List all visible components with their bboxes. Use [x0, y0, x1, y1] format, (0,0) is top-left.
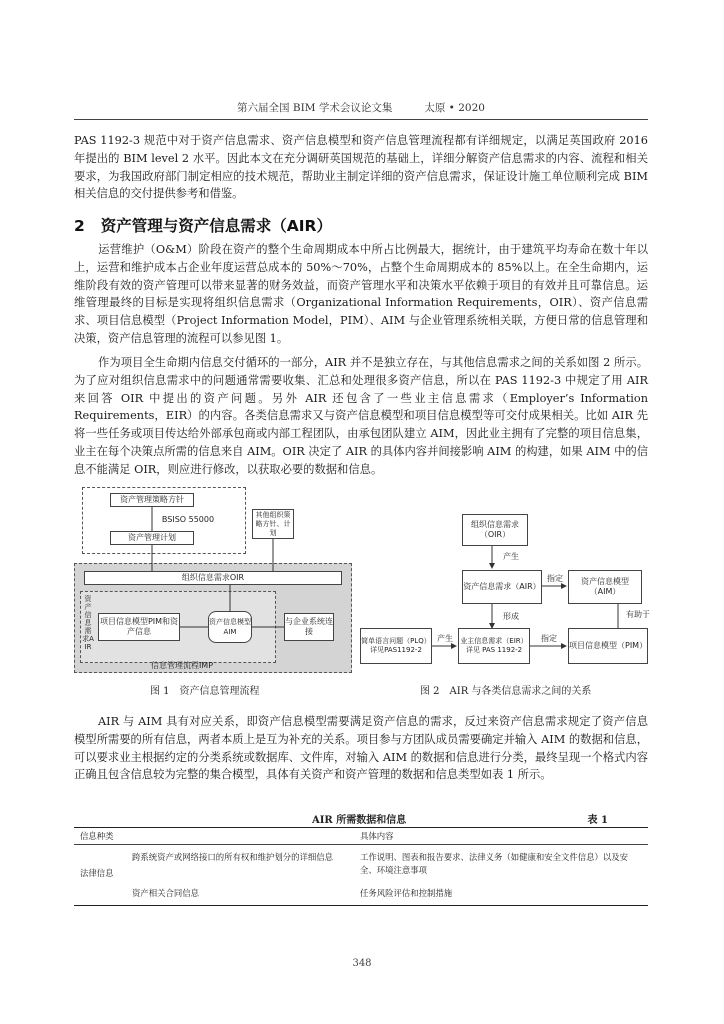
conference-title: 第六届全国 BIM 学术会议论文集 — [237, 102, 393, 114]
cell-r1-right: 工作说明、图表和报告要求、法律义务（如健康和安全文件信息）以及安全、环境注意事项 — [360, 852, 628, 875]
table-title: AIR 所需数据和信息 — [312, 815, 407, 826]
aim-box: 资产信息模型AIM — [208, 611, 252, 643]
strategy-box: 资产管理策略方针 — [110, 493, 194, 507]
plan-box: 资产管理计划 — [110, 531, 194, 545]
figure-1 — [74, 487, 352, 673]
header-content: 具体内容 — [360, 831, 394, 841]
page-number: 348 — [352, 958, 372, 969]
figure-2 — [356, 500, 656, 672]
paragraph-3 — [74, 713, 648, 784]
paragraph-3-text: AIR 与 AIM 具有对应关系，即资产信息模型需要满足资产信息的需求，反过来资产信息需求规定了资产信息模型所需要的所有信息，两者本质上是互为补充的关系。项目参与方团队成员需要确定并输入 AIM 的数据和信息，可以要求业主根据约定的分类系统或数据库、文件库，对输入 AIM 的数据和信息进行分类，最终呈现一个格式内容正确且包含信息较为完整的集合模型，具体有关资产和资产管理的数据和信息类型如表 1 所示。 — [74, 715, 648, 782]
label-helpful: 有助于 — [626, 610, 650, 619]
table-1 — [74, 827, 648, 906]
paragraph-2-text: 作为项目全生命期内信息交付循环的一部分，AIR 并不是独立存在，与其他信息需求之间的关系如图 2 所示。为了应对组织信息需求中的问题通常需要收集、汇总和处理很多资产信息，所以在 PAS 1192-3 中规定了用 AIR 来回答 OIR 中提出的资产问题。另外 AIR 还包含了一些业主信息需求（Employer’s Information Requirements，EIR）的内容。各类信息需求又与资产信息模型和项目信息模型等可交付成果相关。比如 AIR 先将一些任务或项目传达给外部承包商或内部工程团队，由承包团队建立 AIM，因此业主拥有了完整的项目信息集，业主在每个决策点所需的信息来自 AIM。OIR 决定了 AIR 的具体内容并间接影响 AIM 的构建，如果 AIM 中的信息不能满足 OIR，则应进行修改，以获取必要的数据和信息。 — [74, 356, 648, 476]
section-number: 2 — [74, 217, 85, 235]
paragraph-1-text: 运营维护（O&M）阶段在资产的整个生命周期成本中所占比例最大，据统计，由于建筑平均寿命在数十年以上，运营和维护成本占企业年度运营总成本的 50%～70%，占整个生命周期成本的 85%以上。在全生命期内，运维阶段有效的资产管理可以带来显著的财务效益，而资产管理水平和决策水平依赖于项目的有效并且可靠信息。运维管理最终的目标是实现将组织信息需求（Organizational Information Requirements，OIR）、资产信息需求、项目信息模型（Project Information Model，PIM）、AIM 与企业管理系统相关联，方便日常的信息管理和决策，资产信息管理的流程可以参见图 1。 — [74, 243, 648, 345]
label-specify-1: 指定 — [547, 574, 563, 583]
table-number: 表 1 — [587, 815, 608, 826]
eir-box: 业主信息需求（EIR）详见 PAS 1192-2 — [458, 628, 530, 664]
figure-1-connectors — [74, 487, 352, 673]
table-body — [74, 845, 648, 905]
section-title — [74, 214, 332, 236]
figure-1-caption: 图 1 资产信息管理流程 — [150, 686, 260, 697]
oir-bar: 组织信息需求OIR — [84, 571, 342, 585]
pim-box: 项目信息模型PIM和资产信息 — [98, 613, 180, 641]
plq-box: 简单语言问题（PLQ）详见PAS1192-2 — [360, 628, 432, 664]
bsiso-label: BSISO 55000 — [161, 515, 215, 524]
label-specify-2: 指定 — [541, 634, 557, 643]
cell-r1-left: 跨系统资产或网络接口的所有权和维护划分的详细信息 — [132, 852, 333, 862]
table-header-row — [74, 828, 648, 844]
table-bottom-rule — [74, 905, 648, 906]
cell-r2-right: 任务风险评估和控制措施 — [360, 888, 453, 898]
air-vertical-label: 资产信息需求AIR — [82, 595, 94, 651]
cell-r2-left: 资产相关合同信息 — [132, 888, 199, 898]
cell-category: 法律信息 — [80, 868, 114, 878]
label-generate-1: 产生 — [503, 552, 519, 561]
enterprise-box: 与企业系统连接 — [284, 613, 334, 641]
air-box: 资产信息需求（AIR） — [462, 570, 542, 604]
oir-box: 组织信息需求（OIR） — [462, 514, 528, 546]
label-form: 形成 — [503, 612, 519, 621]
figure-2-caption: 图 2 AIR 与各类信息需求之间的关系 — [420, 686, 592, 697]
running-header — [74, 100, 648, 115]
other-policy-box: 其他组织策略方针、计划 — [252, 509, 294, 539]
conference-place-year: 太原 • 2020 — [424, 102, 485, 114]
header-category: 信息种类 — [80, 831, 114, 841]
intro-paragraph: PAS 1192-3 规范中对于资产信息需求、资产信息模型和资产信息管理流程都有详细规定，以满足英国政府 2016 年提出的 BIM level 2 水平。因此本文在充分调研英国规范的基础上，详细分解资产信息需求的内容、流程和相关要求，为我国政府部门制定相应的技术规范，帮助业主制定详细的资产信息需求，保证设计施工单位顺利完成 BIM 相关信息的交付提供参考和借鉴。 — [74, 134, 648, 201]
header-rule — [74, 119, 648, 120]
paragraph-2 — [74, 354, 648, 479]
imp-label: 信息管理流程IMP — [150, 661, 214, 670]
label-generate-2: 产生 — [437, 634, 453, 643]
section-title-text: 资产管理与资产信息需求（AIR） — [100, 217, 332, 235]
pim-box-2: 项目信息模型（PIM） — [568, 628, 648, 664]
aim-box-2: 资产信息模型（AIM） — [568, 570, 642, 604]
paragraph-1 — [74, 241, 648, 348]
